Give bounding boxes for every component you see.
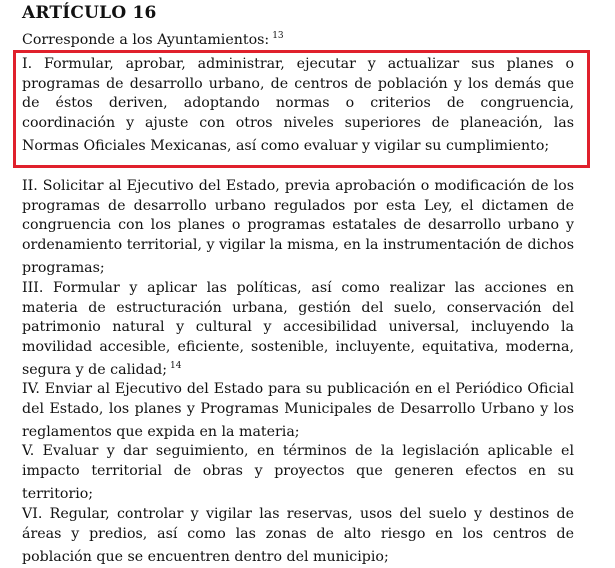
article-title: ARTÍCULO 16	[22, 3, 157, 23]
fraction-text: VI. Regular, controlar y vigilar las reservas, usos del suelo y destinos de áreas y predios, así como las zonas de alto riesgo en los centros de población que se encuentren dentro del municipio;	[22, 506, 574, 565]
fraction-text: II. Solicitar al Ejecutivo del Estado, previa aprobación o modificación de los programas de desarrollo urbano regulados por esta Ley, el dictamen de congruencia con los planes o programas estatales de desarrollo urbano y ordenamiento territorial, y vigilar la misma, en la instrumentación de dichos programas;	[22, 178, 574, 276]
article-intro	[22, 26, 284, 50]
fraction-text: V. Evaluar y dar seguimiento, en términos de la legislación aplicable el impacto territorial de obras y proyectos que generen efectos en su territorio;	[22, 443, 574, 502]
fraction-ii	[22, 177, 574, 279]
fraction-v	[22, 442, 574, 505]
fraction-text: III. Formular y aplicar las políticas, así como realizar las acciones en materia de estructuración urbana, gestión del suelo, conservación del patrimonio natural y cultural y accesibilidad universal, incluyendo la movilidad accesible, eficiente, sostenible, incluyente, equitativa, moderna, segura y de calidad;	[22, 280, 574, 378]
fraction-vi	[22, 505, 574, 568]
fraction-text: IV. Enviar al Ejecutivo del Estado para su publicación en el Periódico Oficial del Estado, los planes y Programas Municipales de Desarrollo Urbano y los reglamentos que expida en la materia;	[22, 381, 574, 440]
article-intro-text: Corresponde a los Ayuntamientos:	[22, 32, 270, 48]
footnote-reference: 13	[272, 31, 284, 41]
fraction-iv	[22, 380, 574, 443]
fraction-iii	[22, 279, 574, 381]
footnote-reference: 14	[170, 361, 182, 371]
fraction-text: I. Formular, aprobar, administrar, ejecutar y actualizar sus planes o programas de desarrollo urbano, de centros de población y los demás que de éstos deriven, adoptando normas o criterios de congruencia, coordinación y ajuste con otros niveles superiores de planeación, las Normas Oficiales Mexicanas, así como evaluar y vigilar su cumplimiento;	[22, 56, 574, 154]
fraction-i	[22, 55, 574, 157]
